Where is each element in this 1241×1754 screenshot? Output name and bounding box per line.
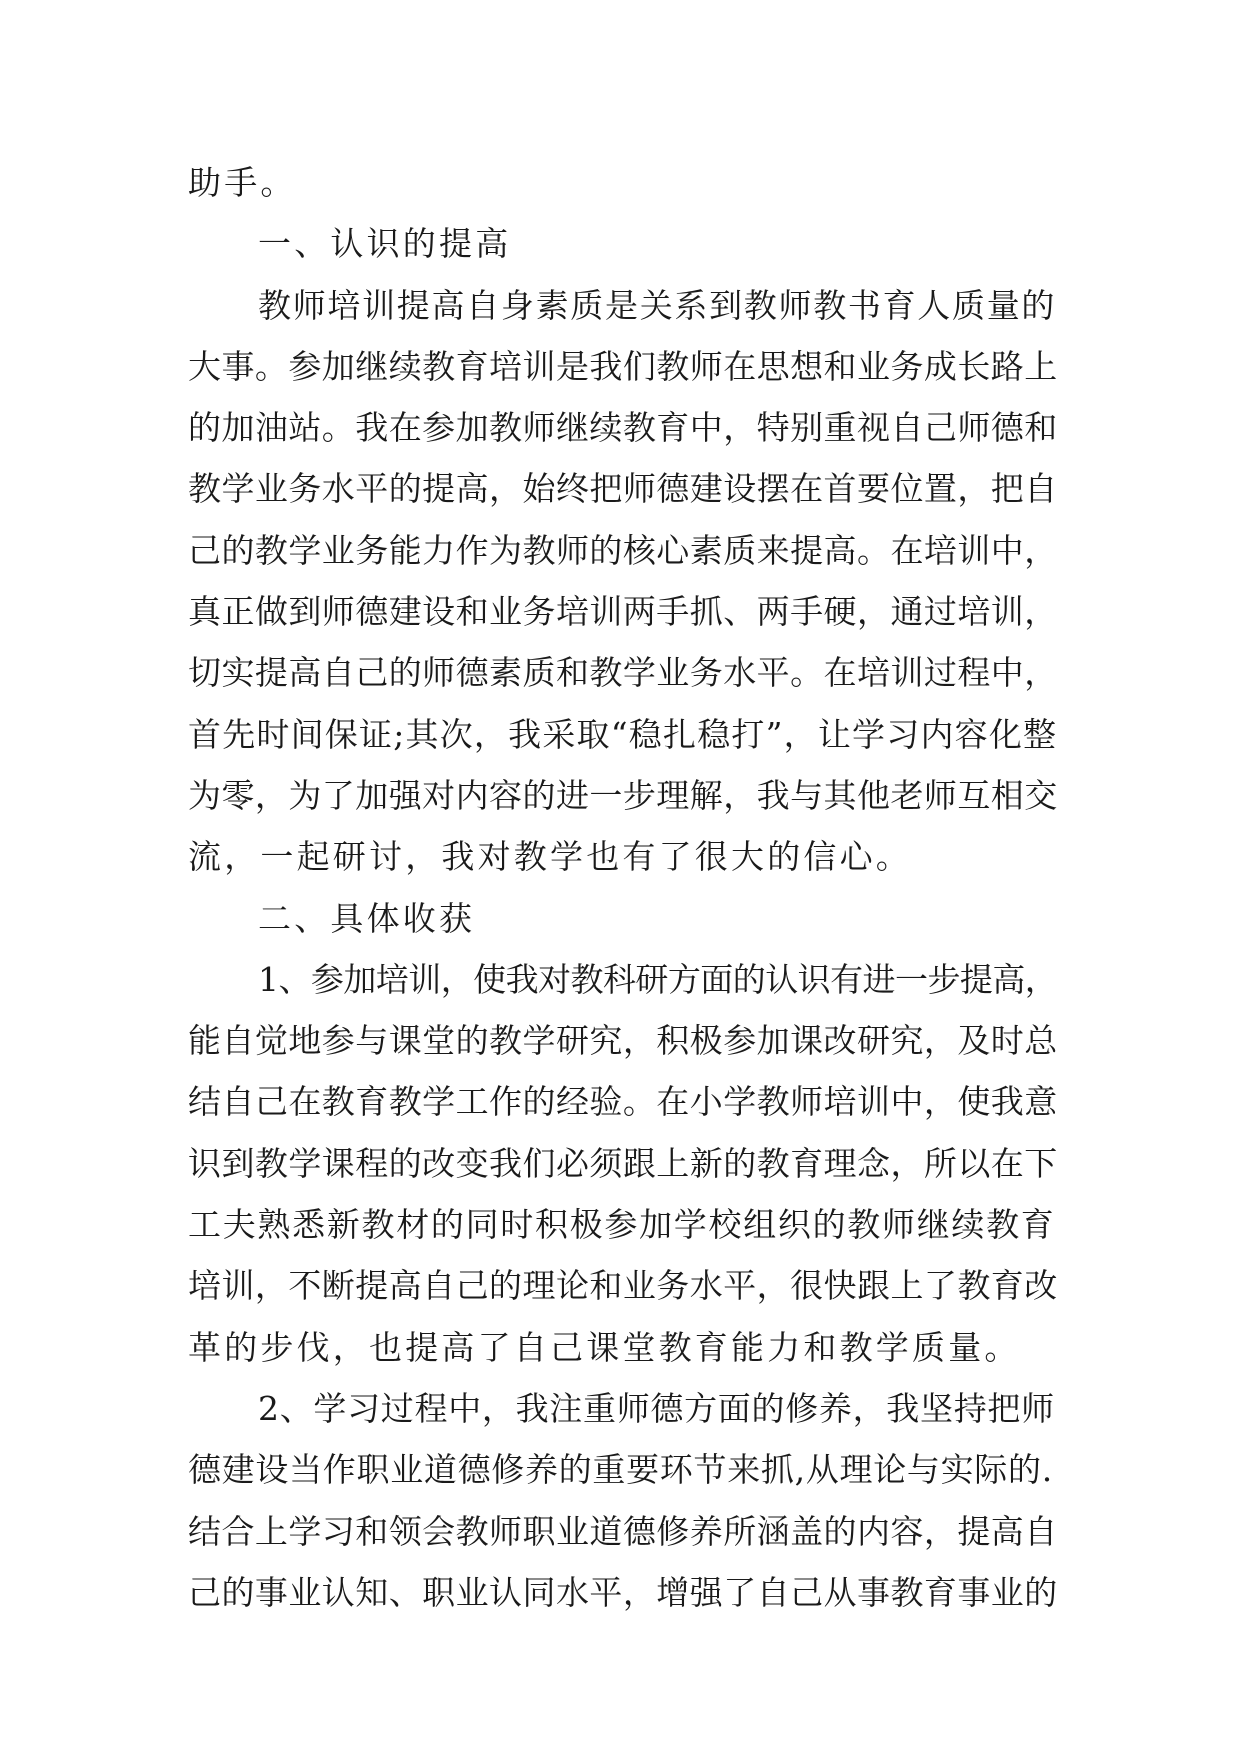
section-heading: 二、具体收获	[258, 898, 476, 938]
text-line: 切实提高自己的师德素质和教学业务水平。在培训过程中，	[188, 653, 1058, 693]
text-line: 真正做到师德建设和业务培训两手抓、两手硬，通过培训，	[188, 592, 1058, 632]
text-line: 教师培训提高自身素质是关系到教师教书育人质量的	[258, 285, 1057, 325]
text-line: 结合上学习和领会教师职业道德修养所涵盖的内容，提高自	[188, 1511, 1058, 1551]
text-line: 培训，不断提高自己的理论和业务水平，很快跟上了教育改	[188, 1266, 1058, 1306]
text-line: 的加油站。我在参加教师继续教育中，特别重视自己师德和	[188, 408, 1058, 448]
text-line: 教学业务水平的提高，始终把师德建设摆在首要位置，把自	[188, 469, 1058, 509]
text-line: 革的步伐，也提高了自己课堂教育能力和教学质量。	[188, 1327, 1021, 1367]
text-line: 2、学习过程中，我注重师德方面的修养，我坚持把师	[258, 1388, 1055, 1428]
text-line: 助手。	[188, 163, 297, 202]
text-line: 识到教学课程的改变我们必须跟上新的教育理念，所以在下	[188, 1143, 1058, 1183]
document-body	[188, 152, 1058, 1623]
text-line: 己的教学业务能力作为教师的核心素质来提高。在培训中，	[188, 530, 1058, 570]
text-line: 能自觉地参与课堂的教学研究，积极参加课改研究，及时总	[188, 1021, 1058, 1061]
text-line: 大事。参加继续教育培训是我们教师在思想和业务成长路上	[188, 346, 1058, 386]
text-line: 工夫熟悉新教材的同时积极参加学校组织的教师继续教育	[188, 1205, 1056, 1245]
text-line: 首先时间保证;其次，我采取“稳扎稳打”，让学习内容化整	[188, 714, 1058, 754]
text-line: 为零，为了加强对内容的进一步理解，我与其他老师互相交	[188, 775, 1058, 815]
text-line: 德建设当作职业道德修养的重要环节来抓,从理论与实际的.	[188, 1450, 1053, 1490]
text-line: 1、参加培训，使我对教科研方面的认识有进一步提高，	[258, 959, 1058, 999]
text-line: 己的事业认知、职业认同水平，增强了自己从事教育事业的	[188, 1572, 1058, 1612]
text-line: 流，一起研讨，我对教学也有了很大的信心。	[188, 837, 912, 877]
section-heading: 一、认识的提高	[258, 224, 512, 264]
text-line: 结自己在教育教学工作的经验。在小学教师培训中，使我意	[188, 1082, 1058, 1122]
